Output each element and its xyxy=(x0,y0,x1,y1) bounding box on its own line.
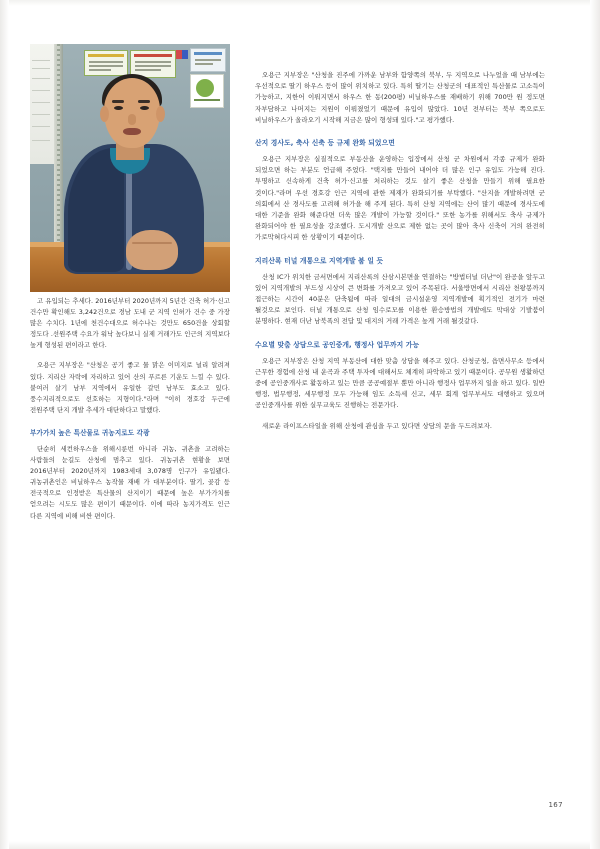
body-paragraph-closing: 새로운 라이프스타일을 위해 산청에 관심을 두고 있다면 상담의 문을 두드려보자. xyxy=(262,421,493,430)
section-subheading: 산지 경사도, 축사 신축 등 규제 완화 되었으면 xyxy=(255,139,395,148)
body-paragraph: 산청 IC가 위치한 금서면에서 지리산록의 산삼시본면을 연결하는 "방법터널 더난"이 완공을 앞두고 있어 지역개발의 부드성 시상이 큰 변화를 가져오고 있어 주목된다. 서울방면에서 시리산 천왕봉까지 접근하는 시간이 40분은 단축됨에 따라 일대의 금시설운영 지역개발에 획기적인 전기가 마련 될것으로 보인다. 터널 개통으로 산청 임수로모를 이용한 환승방법의 개발에도 막대상 기발붐이 분명하다. 현재 더난 남북폭의 전답 및 대지의 거래 가격은 높게 거래 될것같다. xyxy=(255,272,545,326)
photo-person-brow-left xyxy=(112,100,124,103)
page-number: 167 xyxy=(548,801,563,809)
right-text-column xyxy=(255,70,545,441)
photo-person-eye-right xyxy=(140,106,149,110)
left-text-column xyxy=(30,296,230,531)
photo-scene xyxy=(30,44,230,292)
photo-person-ear-right xyxy=(156,106,165,122)
photo-left-board xyxy=(30,44,54,164)
body-paragraph: 단순히 세컨하우스을 위해시룬번 아니라 귀농, 귀촌을 고려하는 사람들의 눈길도 산청에 멈추고 있다. 귀농귀촌 현황을 보면 2016년부터 2020년까지 1983세대 3,078명 인구가 유입됐다. 귀농귀촌인은 비닐하우스 농작물 재배 가 대부분이다. 딸기, 곶감 등 전국적으로 인정받은 특산물의 산지이기 때문에 높은 부가가치를 얻으려는 시도도 많은 편이기 때문이다. 이에 따라 농지가격도 인근 다른 지역에 비해 비싼 편이다. xyxy=(30,444,230,520)
photo-flag-icon xyxy=(176,50,188,59)
section-subheading: 부가가치 높은 특산물로 귀농지로도 각광 xyxy=(30,428,150,437)
body-paragraph: 고 유입되는 추세다. 2016년부터 2020년까지 5년간 건축 허가·신고 건수만 확인해도 3,242건으로 경남 도내 군 지역 인허가 건수 중 가장 많은 수치다. 1년에 천건수대으로 허수나는 것만도 650건을 상회할 정도다 .선원주택 수요가 워낙 높다보니 실제 거래가도 인근의 지역보다 높게 형성된 편이라고 한다. xyxy=(30,297,230,350)
photo-person-hands xyxy=(126,230,178,270)
photo-certificate xyxy=(190,74,224,108)
page-edge-bottom xyxy=(0,841,600,849)
photo-person-head xyxy=(104,78,160,148)
section-subheading: 수요별 맞춤 상담으로 공인중개, 행정사 업무까지 가능 xyxy=(255,340,420,349)
body-paragraph: 오용근 지부장은 "산청을 진주에 가까운 남부와 함양쪽의 북부, 두 지역으로 나누었을 때 남부에는 우선적으로 딸기 하우스 등이 많이 위치하고 있다. 특히 딸기는 산청군의 대표적인 특산물로 고소득이 가능하고, 지한어 이뤄지면서 하우스 한 동(200평) 비닐하우스를 재배하기 위해 700만 원 정도면 자부담하고 나머지는 지원이 이뤄졌었기 때문에 유입이 많았다. 10년 전부터는 북부 쪽으로도 비닐하우스가 올라오기 시작해 지금은 많이 형성돼 있다."고 평가했다. xyxy=(255,71,545,124)
photo-person-mouth xyxy=(123,128,141,135)
interview-photo xyxy=(30,44,230,292)
photo-person-nose xyxy=(128,114,136,125)
page-edge-right xyxy=(590,0,600,849)
photo-partition-texture xyxy=(57,44,60,242)
page-edge-left xyxy=(0,0,9,849)
photo-person-brow-right xyxy=(138,100,150,103)
photo-person-ear-left xyxy=(100,106,109,122)
section-subheading: 지리산록 터널 개통으로 지역개발 붐 일 듯 xyxy=(255,256,384,265)
photo-person-hands-crease xyxy=(132,242,172,244)
photo-poster-1 xyxy=(84,50,128,76)
page-edge-top xyxy=(0,0,600,6)
body-paragraph: 오용근 지부장은 산청 지역 부동산에 대한 맞춤 상담을 해주고 있다. 산청군청, 읍면사무소 등에서 근무한 경험에 산청 내 운곡과 주택 투자에 대해서도 체계히 파악하고 있기 때문이다. 공무원 생활하던 중에 공인중개사로 활동하고 있는 만큼 공공예절부 뿐만 아니라 행정사 업무까지 일을 하고 있다. 일반 행정, 법무행정, 세무행정 모두 가능해 임도 소득세 신고, 세무 회계 업무부서도 대행하고 있으며 공인중개사를 위한 실무교육도 진행하는 전문가다. xyxy=(255,356,545,410)
body-paragraph: 오용근 지부장은 "산청은 공기 좋고 물 맑은 이미지로 널리 알려져 있다. 지리산 자락에 자리하고 있어 산의 푸르른 기운도 느낄 수 있다. 붙여러 살기 남부 지역에서 유일한 갈민 남부도 효소고 있다. 풍수지리적으로도 선호하는 지형이다."라며 "이히 경호강 두근에 전원주택 단지 개발 추세가 대단하다고 말했다. xyxy=(30,361,230,414)
photo-person-eye-left xyxy=(114,106,123,110)
photo-poster-3 xyxy=(190,48,226,72)
body-paragraph: 오용근 지부장은 실질적으로 부동산을 운영하는 입장에서 산청 군 차원에서 각종 규제가 완화 되었으면 하는 부분도 언급해 주었다. "택지를 만들어 내어야 더 많은 인구 유입도 가능해 진다. 투명하고 신속하게 건축 허가·신고를 처리하는 것도 살기 좋은 산청을 만들기 위해 필요한 것이다."라며 우선 경호강 인근 지역에 관한 제재가 완화되기를 부탁했다. "산지을 개발하려면 군 의회에서 산 경사도를 고려해 허가을 해 주게 된다. 특히 산청 지역에는 산이 많기 때문에 경사도에 대한 기준을 완화 해준다면 더욱 많은 개발이 가능할 것이다." 또한 농가를 위해서도 축사 규제가 완화되어야 한 필요성을 강조했다. 도시개발 산으로 제한 없는 곳이 많아 축사 신축이 거의 완전히 가로막혀다시피 한 상황이기 때문이다. xyxy=(255,155,545,242)
